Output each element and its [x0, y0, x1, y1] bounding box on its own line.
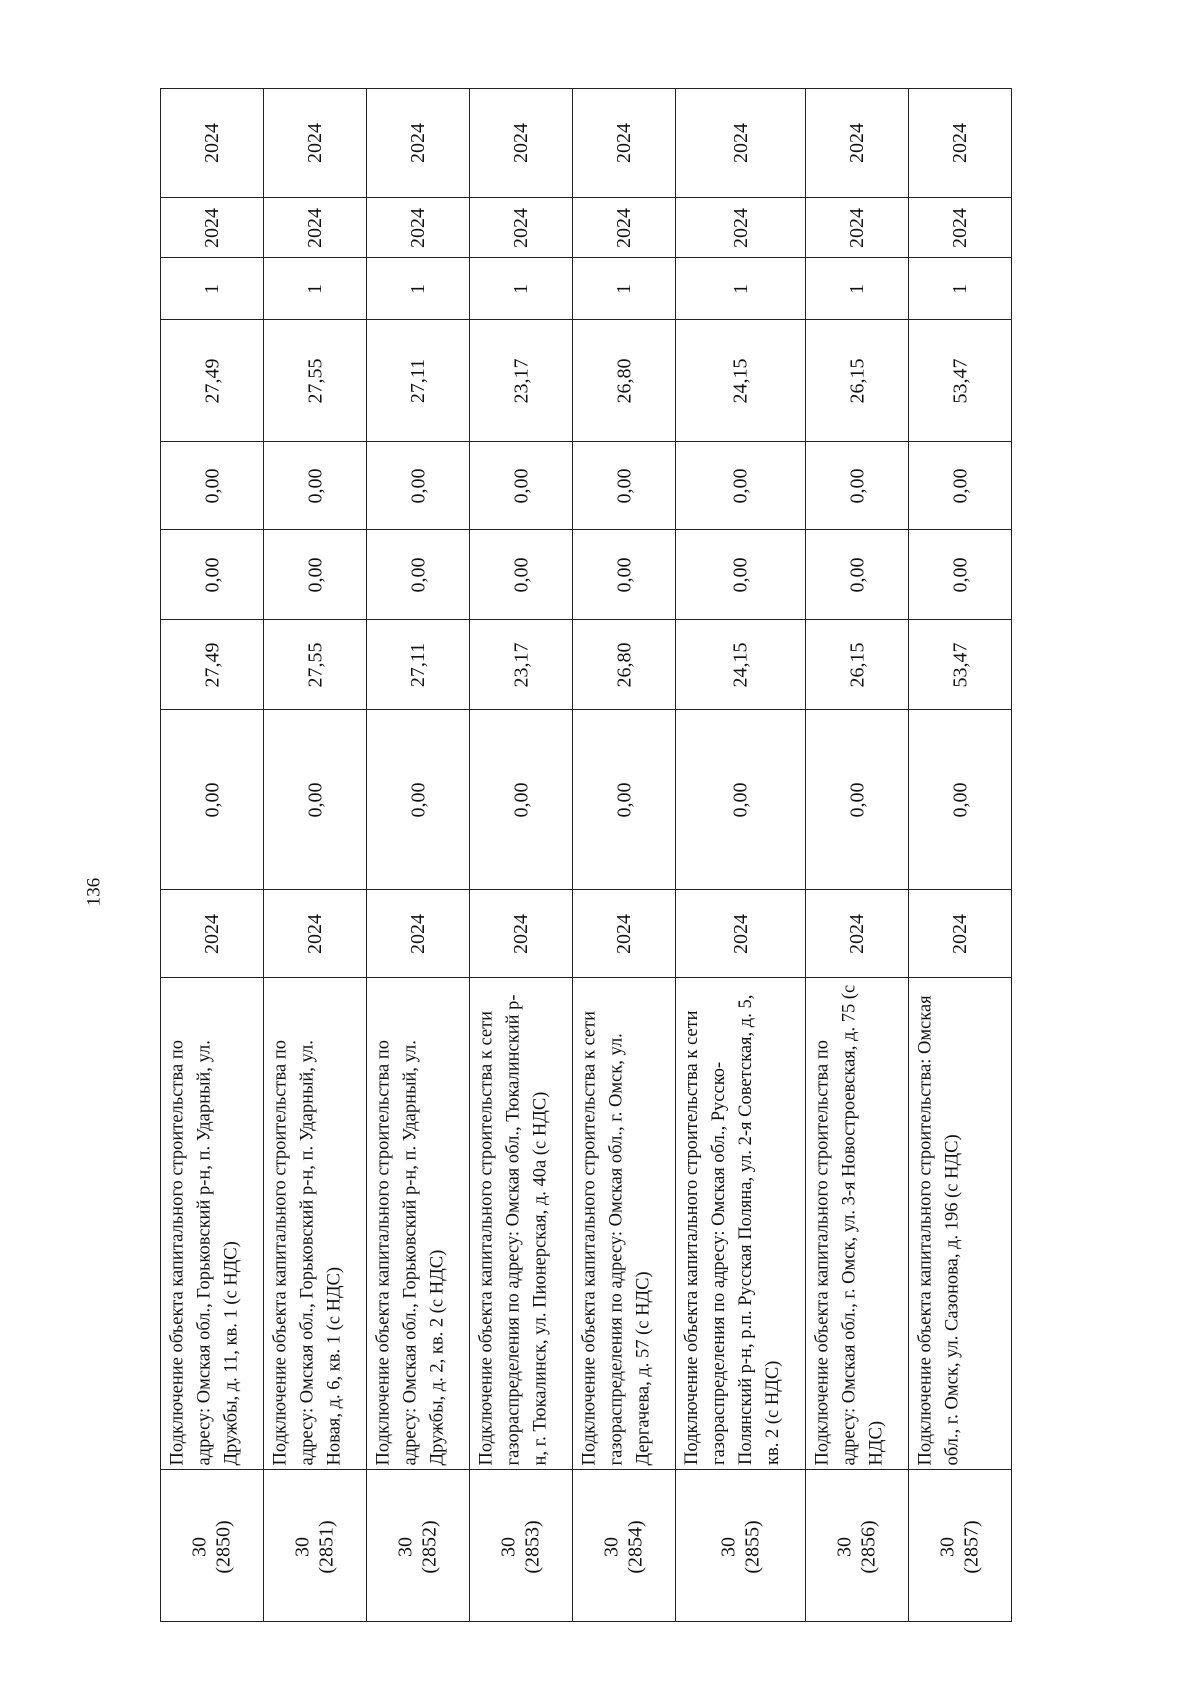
year-cell	[909, 889, 1011, 977]
description-cell	[676, 977, 805, 1469]
quantity-cell	[909, 257, 1011, 319]
cell-value: 0,00	[407, 468, 429, 503]
row-code: (2857)	[960, 1519, 983, 1574]
year-end-cell	[264, 89, 366, 197]
value-cell	[264, 709, 366, 889]
quantity-cell	[573, 257, 675, 319]
cell-value: 0,00	[407, 782, 429, 817]
cell-value: 24,15	[729, 358, 752, 403]
row-code: (2851)	[315, 1519, 338, 1574]
cell-value: 26,80	[613, 642, 635, 687]
description-text: Подключение объекта капитального строительства по адресу: Омская обл., г. Омск, ул. 3-я Новостроевская, д. 75 (с НДС)	[812, 984, 886, 1465]
row-number: 30	[936, 1536, 959, 1557]
rotated-table	[160, 88, 1030, 1622]
cell-value: 1	[510, 283, 532, 294]
description-text: Подключение объекта капитального строительства к сети газораспределения по адресу: Омская обл., г. Омск, ул. Дергачева, д. 57 (с НДС)	[579, 1010, 653, 1465]
cell-value: 2024	[201, 123, 223, 163]
cell-value: 53,47	[949, 642, 971, 687]
cell-value: 0,00	[201, 468, 223, 503]
cell-value: 27,11	[406, 358, 429, 403]
table-row	[675, 88, 806, 1622]
cell-value: 0,00	[510, 782, 532, 817]
year-end-cell	[470, 89, 572, 197]
cell-value: 0,00	[729, 557, 752, 592]
value-cell	[806, 709, 908, 889]
value-cell	[573, 709, 675, 889]
quantity-cell	[676, 257, 805, 319]
cell-value: 0,00	[304, 782, 326, 817]
quantity-cell	[367, 257, 469, 319]
description-text: Подключение объекта капитального строительства по адресу: Омская обл., Горьковский р-н, п. Ударный, ул. Новая, д. 6, кв. 1 (с НДС)	[270, 1039, 344, 1465]
value-cell	[573, 529, 675, 619]
value-cell	[909, 529, 1011, 619]
cell-value: 0,00	[304, 557, 326, 592]
value-cell	[676, 441, 805, 529]
cell-value: 1	[613, 283, 635, 294]
cell-value: 0,00	[729, 782, 752, 817]
row-number: 30	[600, 1536, 623, 1557]
row-code: (2852)	[418, 1519, 441, 1574]
row-number-cell	[367, 1469, 469, 1623]
year-start-cell	[264, 197, 366, 257]
total-cell	[264, 319, 366, 441]
year-start-cell	[909, 197, 1011, 257]
row-number-cell	[264, 1469, 366, 1623]
value-cell	[909, 709, 1011, 889]
table-row	[908, 88, 1012, 1622]
cell-value: 2024	[846, 123, 868, 163]
description-text: Подключение объекта капитального строительства по адресу: Омская обл., Горьковский р-н, п. Ударный, ул. Дружбы, д. 2, кв. 2 (с НДС)	[373, 1039, 447, 1465]
cell-value: 24,15	[729, 642, 752, 687]
value-cell	[367, 441, 469, 529]
cost-cell	[264, 619, 366, 709]
cell-value: 1	[846, 283, 868, 294]
cell-value: 0,00	[846, 557, 868, 592]
row-number: 30	[833, 1536, 856, 1557]
cell-value: 0,00	[510, 557, 532, 592]
quantity-cell	[806, 257, 908, 319]
cell-value: 0,00	[613, 468, 635, 503]
table-row	[572, 88, 676, 1622]
quantity-cell	[470, 257, 572, 319]
row-number: 30	[717, 1536, 740, 1557]
cost-cell	[367, 619, 469, 709]
total-cell	[573, 319, 675, 441]
cell-value: 0,00	[613, 557, 635, 592]
row-code: (2856)	[857, 1519, 880, 1574]
value-cell	[264, 529, 366, 619]
year-start-cell	[470, 197, 572, 257]
cell-value: 2024	[613, 913, 635, 954]
cell-value: 2024	[613, 123, 635, 163]
year-end-cell	[806, 89, 908, 197]
quantity-cell	[161, 257, 263, 319]
value-cell	[470, 529, 572, 619]
cell-value: 1	[201, 283, 223, 294]
cell-value: 2024	[949, 913, 971, 954]
description-cell	[264, 977, 366, 1469]
table-row	[469, 88, 573, 1622]
cell-value: 0,00	[304, 468, 326, 503]
total-cell	[161, 319, 263, 441]
cell-value: 27,49	[201, 358, 223, 403]
year-cell	[676, 889, 805, 977]
cell-value: 0,00	[407, 557, 429, 592]
value-cell	[161, 529, 263, 619]
cell-value: 0,00	[510, 468, 532, 503]
year-end-cell	[161, 89, 263, 197]
year-end-cell	[573, 89, 675, 197]
description-cell	[806, 977, 908, 1469]
cell-value: 0,00	[949, 468, 971, 503]
year-start-cell	[161, 197, 263, 257]
cell-value: 1	[407, 283, 429, 294]
cell-value: 2024	[407, 913, 429, 954]
description-text: Подключение объекта капитального строительства по адресу: Омская обл., Горьковский р-н, п. Ударный, ул. Дружбы, д. 11, кв. 1 (с НДС)	[167, 1039, 241, 1465]
cost-cell	[573, 619, 675, 709]
value-cell	[573, 441, 675, 529]
description-cell	[573, 977, 675, 1469]
cell-value: 2024	[407, 123, 429, 163]
cell-value: 2024	[846, 913, 868, 954]
cell-value: 27,55	[304, 642, 326, 687]
table-row	[160, 88, 264, 1622]
row-code: (2850)	[212, 1519, 235, 1574]
value-cell	[806, 529, 908, 619]
row-number-cell	[909, 1469, 1011, 1623]
row-number-cell	[470, 1469, 572, 1623]
row-number: 30	[188, 1536, 211, 1557]
cell-value: 2024	[510, 123, 532, 163]
cell-value: 27,55	[304, 358, 326, 403]
year-end-cell	[676, 89, 805, 197]
cell-value: 26,15	[846, 358, 868, 403]
value-cell	[676, 529, 805, 619]
cell-value: 1	[949, 283, 971, 294]
row-number-cell	[806, 1469, 908, 1623]
table-row	[805, 88, 909, 1622]
cell-value: 2024	[201, 913, 223, 954]
year-cell	[161, 889, 263, 977]
description-text: Подключение объекта капитального строительства к сети газораспределения по адресу: Омская обл., Тюкалинский р-н, г. Тюкалинск, ул. Пионерская, д. 40а (с НДС)	[476, 993, 550, 1465]
cell-value: 0,00	[729, 468, 752, 503]
cost-cell	[909, 619, 1011, 709]
value-cell	[806, 441, 908, 529]
year-cell	[264, 889, 366, 977]
row-number-cell	[676, 1469, 805, 1623]
cell-value: 0,00	[949, 782, 971, 817]
total-cell	[806, 319, 908, 441]
year-end-cell	[909, 89, 1011, 197]
cell-value: 2024	[510, 207, 532, 248]
year-cell	[367, 889, 469, 977]
cell-value: 1	[304, 283, 326, 294]
value-cell	[367, 529, 469, 619]
description-cell	[367, 977, 469, 1469]
cell-value: 2024	[407, 207, 429, 248]
cell-value: 27,49	[201, 642, 223, 687]
cell-value: 0,00	[613, 782, 635, 817]
cost-cell	[806, 619, 908, 709]
page-number: 136	[83, 877, 104, 907]
value-cell	[161, 441, 263, 529]
total-cell	[367, 319, 469, 441]
cell-value: 2024	[304, 123, 326, 163]
year-cell	[806, 889, 908, 977]
description-cell	[470, 977, 572, 1469]
value-cell	[264, 441, 366, 529]
cell-value: 0,00	[201, 557, 223, 592]
cell-value: 53,47	[949, 358, 971, 403]
year-end-cell	[367, 89, 469, 197]
table-row	[366, 88, 470, 1622]
description-text: Подключение объекта капитального строительства к сети газораспределения по адресу: Омская обл., Русско-Полянский р-н, р.п. Русская Поляна, ул. 2-я Советская, д. 5, кв. 2 (с НДС)	[682, 994, 783, 1465]
year-cell	[573, 889, 675, 977]
cell-value: 27,11	[406, 642, 429, 687]
row-number: 30	[497, 1536, 520, 1557]
year-start-cell	[367, 197, 469, 257]
cell-value: 0,00	[201, 782, 223, 817]
total-cell	[470, 319, 572, 441]
value-cell	[161, 709, 263, 889]
cell-value: 1	[729, 283, 752, 294]
cell-value: 2024	[949, 123, 971, 163]
cell-value: 2024	[304, 207, 326, 248]
value-cell	[470, 709, 572, 889]
cell-value: 0,00	[846, 468, 868, 503]
description-text: Подключение объекта капитального строительства: Омская обл., г. Омск, ул. Сазонова, д. 196 (с НДС)	[915, 994, 962, 1465]
cell-value: 2024	[510, 913, 532, 954]
total-cell	[909, 319, 1011, 441]
row-code: (2854)	[624, 1519, 647, 1574]
description-cell	[909, 977, 1011, 1469]
cell-value: 2024	[729, 207, 752, 248]
value-cell	[909, 441, 1011, 529]
cell-value: 26,15	[846, 642, 868, 687]
cell-value: 0,00	[949, 557, 971, 592]
row-code: (2853)	[521, 1519, 544, 1574]
table-row	[263, 88, 367, 1622]
row-code: (2855)	[741, 1519, 764, 1574]
total-cell	[676, 319, 805, 441]
year-start-cell	[806, 197, 908, 257]
cell-value: 26,80	[613, 358, 635, 403]
cost-cell	[470, 619, 572, 709]
cost-cell	[161, 619, 263, 709]
row-number-cell	[161, 1469, 263, 1623]
cell-value: 2024	[949, 207, 971, 248]
cell-value: 0,00	[846, 782, 868, 817]
cell-value: 2024	[729, 123, 752, 163]
value-cell	[676, 709, 805, 889]
cell-value: 2024	[304, 913, 326, 954]
cell-value: 2024	[846, 207, 868, 248]
year-start-cell	[573, 197, 675, 257]
cell-value: 23,17	[510, 642, 532, 687]
row-number-cell	[573, 1469, 675, 1623]
cost-cell	[676, 619, 805, 709]
cell-value: 2024	[729, 913, 752, 954]
quantity-cell	[264, 257, 366, 319]
cell-value: 23,17	[510, 358, 532, 403]
row-number: 30	[291, 1536, 314, 1557]
value-cell	[470, 441, 572, 529]
year-start-cell	[676, 197, 805, 257]
row-number: 30	[394, 1536, 417, 1557]
cell-value: 2024	[201, 207, 223, 248]
year-cell	[470, 889, 572, 977]
description-cell	[161, 977, 263, 1469]
value-cell	[367, 709, 469, 889]
cell-value: 2024	[613, 207, 635, 248]
